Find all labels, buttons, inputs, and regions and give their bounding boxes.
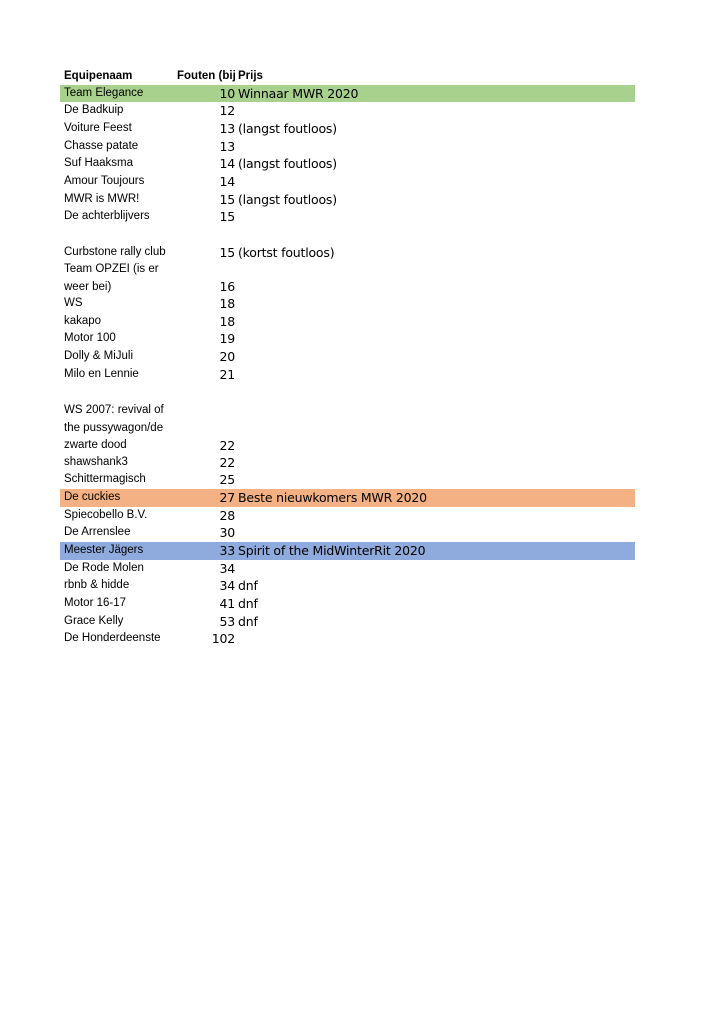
- errors-cell: 14: [219, 156, 235, 171]
- team-name-cell: Spiecobello B.V.: [64, 509, 148, 521]
- team-name-cell: WS 2007: revival of the pussywagon/de zwarte dood: [64, 404, 164, 451]
- table-row: [60, 471, 635, 489]
- header-row: [60, 68, 635, 85]
- table-row: [60, 261, 635, 295]
- table-row: [60, 313, 635, 330]
- team-name-cell: De Badkuip: [64, 104, 124, 116]
- errors-cell: 15: [219, 209, 235, 224]
- team-name-cell: Schittermagisch: [64, 473, 146, 485]
- errors-cell: 18: [219, 314, 235, 329]
- table-row: [60, 208, 635, 226]
- table-row: [60, 138, 635, 155]
- header-errors: Fouten (bij: [177, 70, 236, 82]
- errors-cell: 13: [219, 121, 235, 136]
- table-row: [60, 507, 635, 524]
- team-name-cell: MWR is MWR!: [64, 193, 140, 205]
- errors-cell: 20: [219, 349, 235, 364]
- errors-cell: 22: [219, 438, 235, 453]
- team-name-cell: shawshank3: [64, 456, 128, 468]
- errors-cell: 28: [219, 508, 235, 523]
- team-name-cell: Team Elegance: [64, 87, 144, 99]
- prize-cell: Beste nieuwkomers MWR 2020: [238, 490, 427, 505]
- team-name-cell: Team OPZEI (is er weer bei): [64, 263, 159, 293]
- team-name-cell: Meester Jägers: [64, 544, 144, 556]
- table-row: [60, 155, 635, 173]
- table-row: [60, 630, 635, 648]
- table-row: [60, 173, 635, 191]
- team-name-cell: Suf Haaksma: [64, 157, 134, 169]
- errors-cell: 13: [219, 139, 235, 154]
- team-name-cell: kakapo: [64, 315, 102, 327]
- table-row: [60, 330, 635, 348]
- errors-cell: 22: [219, 455, 235, 470]
- errors-cell: 33: [219, 543, 235, 558]
- errors-cell: 15: [219, 245, 235, 260]
- table-row: [60, 226, 635, 261]
- errors-cell: 34: [219, 578, 235, 593]
- errors-cell: 18: [219, 296, 235, 311]
- table-row: [60, 560, 635, 577]
- prize-cell: dnf: [238, 578, 258, 593]
- table-row: [60, 102, 635, 120]
- header-team-name: Equipenaam: [64, 70, 133, 82]
- team-name-cell: WS: [64, 297, 83, 309]
- table-row: [60, 191, 635, 208]
- errors-cell: 102: [211, 631, 235, 646]
- prize-cell: dnf: [238, 596, 258, 611]
- prize-cell: (langst foutloos): [238, 192, 337, 207]
- errors-cell: 25: [219, 472, 235, 487]
- prize-cell: (langst foutloos): [238, 156, 337, 171]
- table-row: [60, 542, 635, 560]
- team-name-cell: De Arrenslee: [64, 526, 131, 538]
- team-name-cell: Curbstone rally club: [64, 246, 166, 258]
- team-name-cell: De Rode Molen: [64, 562, 144, 574]
- errors-cell: 16: [219, 279, 235, 294]
- table-row: [60, 489, 635, 507]
- table-row: [60, 613, 635, 630]
- team-name-cell: Milo en Lennie: [64, 368, 139, 380]
- team-name-cell: Motor 16-17: [64, 597, 127, 609]
- table-row: [60, 577, 635, 595]
- prize-cell: Winnaar MWR 2020: [238, 86, 359, 101]
- errors-cell: 19: [219, 331, 235, 346]
- team-name-cell: Grace Kelly: [64, 615, 124, 627]
- table-row: [60, 348, 635, 366]
- errors-cell: 30: [219, 525, 235, 540]
- errors-cell: 14: [219, 174, 235, 189]
- table-row: [60, 120, 635, 138]
- errors-cell: 53: [219, 614, 235, 629]
- table-row: [60, 383, 635, 454]
- prize-cell: dnf: [238, 614, 258, 629]
- errors-cell: 34: [219, 561, 235, 576]
- table-row: [60, 595, 635, 613]
- team-name-cell: Chasse patate: [64, 140, 139, 152]
- team-name-cell: Voiture Feest: [64, 122, 132, 134]
- prize-cell: (kortst foutloos): [238, 245, 335, 260]
- table-body: [60, 85, 635, 648]
- prize-cell: (langst foutloos): [238, 121, 337, 136]
- team-name-cell: Dolly & MiJuli: [64, 350, 134, 362]
- errors-cell: 21: [219, 367, 235, 382]
- team-name-cell: rbnb & hidde: [64, 579, 130, 591]
- errors-cell: 41: [219, 596, 235, 611]
- team-name-cell: Motor 100: [64, 332, 116, 344]
- table-row: [60, 524, 635, 542]
- prize-cell: Spirit of the MidWinterRit 2020: [238, 543, 426, 558]
- errors-cell: 12: [219, 103, 235, 118]
- errors-cell: 15: [219, 192, 235, 207]
- team-name-cell: De cuckies: [64, 491, 121, 503]
- team-name-cell: De achterblijvers: [64, 210, 150, 222]
- table-row: [60, 366, 635, 383]
- team-name-cell: Amour Toujours: [64, 175, 145, 187]
- team-name-cell: De Honderdeenste: [64, 632, 161, 644]
- header-prize: Prijs: [238, 70, 263, 82]
- errors-cell: 27: [219, 490, 235, 505]
- table-row: [60, 85, 635, 102]
- spreadsheet-table: [60, 68, 635, 648]
- errors-cell: 10: [219, 86, 235, 101]
- table-row: [60, 295, 635, 313]
- table-row: [60, 454, 635, 471]
